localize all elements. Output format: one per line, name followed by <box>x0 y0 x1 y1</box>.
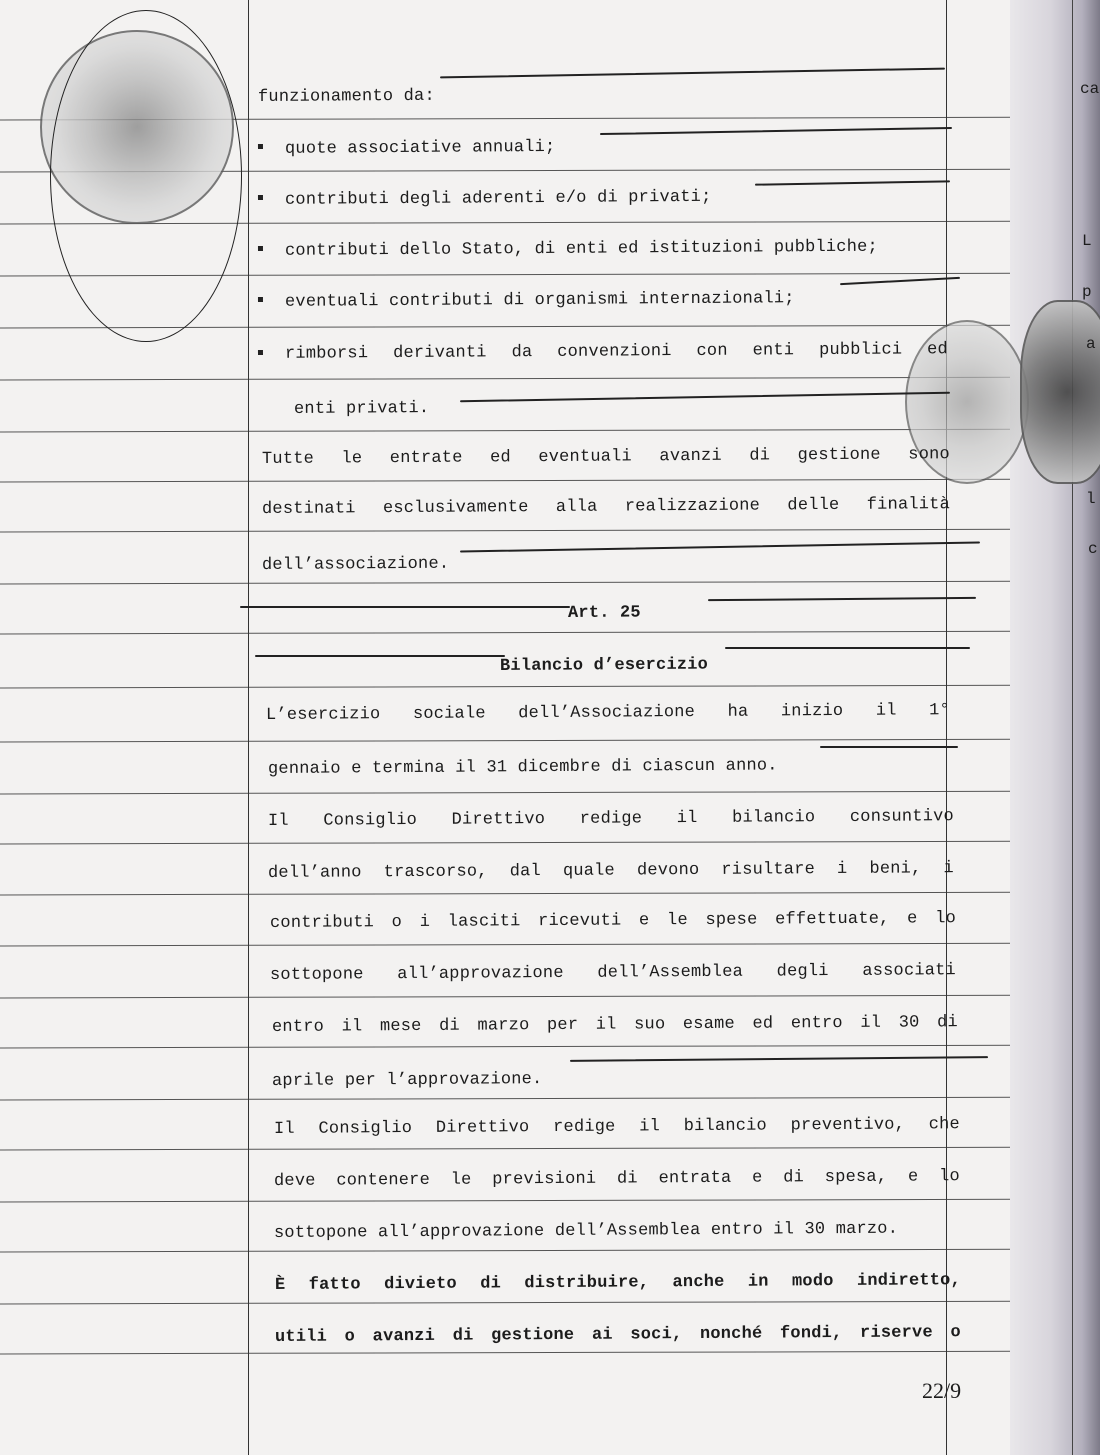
ruled-line <box>0 791 1100 795</box>
text-line-content: contributi degli aderenti e/o di privati; <box>284 187 712 210</box>
text-line <box>258 138 556 159</box>
text-line: dell’anno trascorso, dal quale devono risultare i beni, i <box>267 859 954 883</box>
text-line: entro il mese di marzo per il suo esame ed entro il 30 di <box>271 1013 958 1037</box>
text-line: Il Consiglio Direttivo redige il bilancio preventivo, che <box>273 1115 961 1139</box>
page-number: 22/9 <box>922 1378 962 1403</box>
fill-line <box>460 392 950 403</box>
ruled-line <box>0 1097 1100 1101</box>
fill-line <box>255 655 505 657</box>
ruled-line <box>0 631 1100 635</box>
edge-letter: L <box>1082 232 1092 250</box>
adjacent-page-line <box>1072 0 1073 1455</box>
fill-line <box>570 1056 988 1062</box>
edge-seal-stamp <box>1020 300 1100 484</box>
ruled-line <box>0 1147 1100 1151</box>
ruled-line <box>0 1351 1100 1355</box>
right-margin-line <box>946 0 947 1455</box>
bullet-marker <box>258 246 263 251</box>
text-line: deve contenere le previsioni di entrata e di spesa, e lo <box>273 1167 960 1191</box>
ruled-line <box>0 892 1100 896</box>
edge-letter: a <box>1086 335 1096 353</box>
fill-line <box>708 597 976 601</box>
ruled-line <box>0 943 1100 947</box>
text-line: sottopone all’approvazione dell’Assemblea degli associati <box>269 961 957 985</box>
text-line <box>268 756 778 779</box>
text-line <box>568 603 641 623</box>
text-line-content: funzionamento da: <box>257 86 435 107</box>
ruled-line <box>0 739 1100 743</box>
text-line-content: gennaio e termina il 31 dicembre di ciascun anno. <box>267 756 778 779</box>
ruled-line <box>0 841 1100 845</box>
ruled-line <box>0 1301 1100 1305</box>
bullet-marker <box>258 144 263 149</box>
fill-line <box>440 68 945 79</box>
text-line: Il Consiglio Direttivo redige il bilancio consuntivo <box>267 807 954 831</box>
text-line <box>258 87 435 107</box>
adjacent-page-edge <box>1010 0 1100 1455</box>
text-line: destinati esclusivamente alla realizzazione delle finalità <box>261 495 951 519</box>
text-line-content: dell’associazione. <box>261 554 450 575</box>
bullet-marker <box>258 297 263 302</box>
text-line <box>274 1220 898 1243</box>
text-line: L’esercizio sociale dell’Associazione ha inizio il 1° <box>265 701 950 725</box>
text-line-content: enti privati. <box>293 399 430 419</box>
text-line-content: quote associative annuali; <box>284 137 556 159</box>
text-line-content: sottopone all’approvazione dell’Assemblea entro il 30 marzo. <box>273 1219 899 1243</box>
ruled-line <box>0 1045 1100 1049</box>
fill-line <box>820 746 958 748</box>
text-line <box>500 656 708 676</box>
text-line <box>258 289 795 312</box>
text-line: contributi o i lasciti ricevuti e le spese effettuate, e lo <box>269 909 957 933</box>
fill-line <box>725 647 970 649</box>
fill-line <box>755 180 950 185</box>
edge-letter: c <box>1088 540 1098 558</box>
ruled-line <box>0 1199 1100 1203</box>
text-line <box>272 1070 543 1091</box>
text-line <box>258 238 878 261</box>
fill-line <box>600 127 952 135</box>
text-line-content: Art. 25 <box>567 603 641 623</box>
text-line-content: contributi dello Stato, di enti ed istituzioni pubbliche; <box>284 237 878 261</box>
text-line <box>262 555 449 575</box>
fill-line <box>460 541 980 552</box>
ruled-line <box>0 685 1100 689</box>
bullet-marker <box>258 195 263 200</box>
fill-line <box>240 606 570 608</box>
bullet-marker <box>258 350 263 355</box>
ruled-line <box>0 581 1100 585</box>
ruled-line <box>0 995 1100 999</box>
text-line-content: eventuali contributi di organismi internazionali; <box>284 289 795 312</box>
text-line: utili o avanzi di gestione ai soci, nonché fondi, riserve o <box>274 1323 961 1347</box>
fill-line <box>840 277 960 285</box>
text-line: Tutte le entrate ed eventuali avanzi di gestione sono <box>261 445 950 469</box>
left-margin-line <box>248 0 249 1455</box>
text-line: rimborsi derivanti da convenzioni con enti pubblici ed <box>258 340 948 364</box>
text-line <box>294 399 429 419</box>
text-line-content: aprile per l’approvazione. <box>271 1070 543 1091</box>
text-line-content: Bilancio d’esercizio <box>499 655 709 676</box>
ruled-line <box>0 529 1100 533</box>
edge-letter: p <box>1082 283 1092 301</box>
text-line <box>258 188 712 210</box>
edge-letter: l <box>1086 490 1096 508</box>
ruled-line <box>0 1249 1100 1253</box>
edge-letter: ca <box>1080 80 1100 98</box>
signature-loop <box>50 10 242 342</box>
ruled-line <box>0 479 1100 483</box>
text-line: È fatto divieto di distribuire, anche in modo indiretto, <box>274 1271 962 1295</box>
